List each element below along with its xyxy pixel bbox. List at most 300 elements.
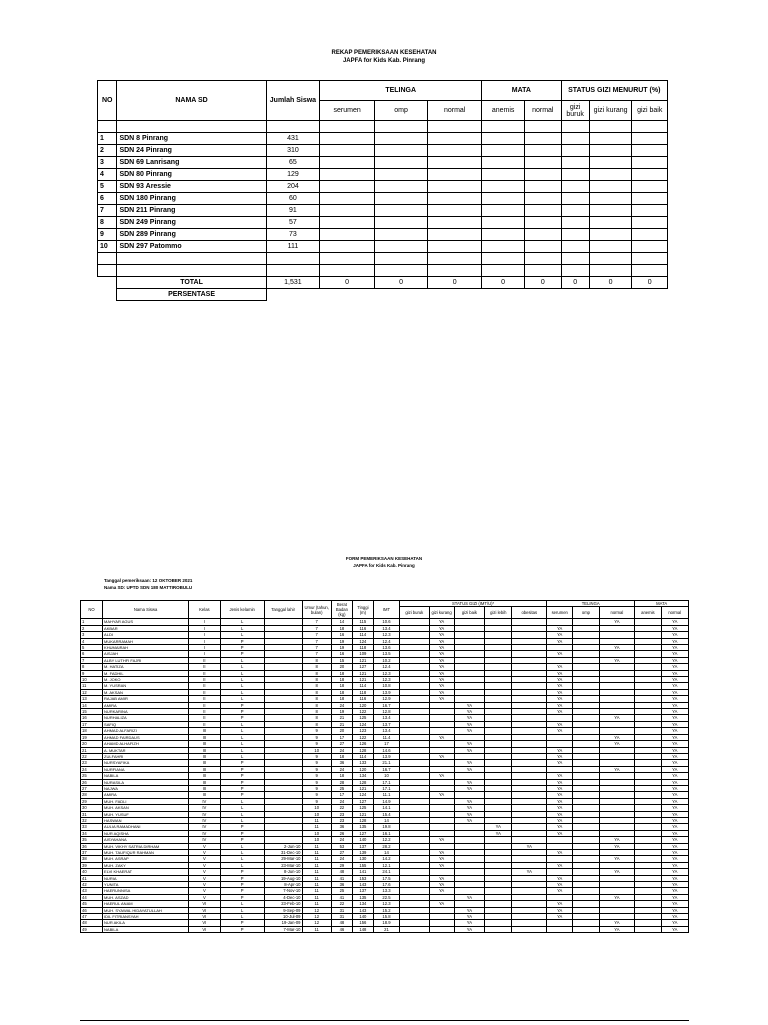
cell-gizi-kurang: YA xyxy=(429,837,454,843)
cell-tgl: 10-Jul-09 xyxy=(264,914,302,920)
cell-gizi-baik: YA xyxy=(454,785,484,791)
cell-mata-normal: YA xyxy=(661,907,689,913)
cell-imt: 18.9 xyxy=(373,920,399,926)
row-empty-cell xyxy=(589,145,632,157)
cell-tb: 125 xyxy=(352,715,373,721)
cell-serumen: YA xyxy=(547,651,573,657)
cell-serumen: YA xyxy=(547,792,573,798)
cell-gizi-baik: YA xyxy=(454,709,484,715)
cell-no: 19 xyxy=(81,734,103,740)
row-jumlah: 65 xyxy=(266,157,320,169)
cell-gizi-buruk xyxy=(400,926,429,932)
cell-mata-normal: YA xyxy=(661,894,689,900)
cell-imt: 13.9 xyxy=(373,753,399,759)
row-no: 10 xyxy=(98,241,117,253)
cell-no: 44 xyxy=(81,894,103,900)
cell-kelas: III xyxy=(189,741,220,747)
cell-imt: 12.4 xyxy=(373,664,399,670)
row-empty-cell xyxy=(375,193,428,205)
cell-bb: 25 xyxy=(331,888,352,894)
cell-no: 18 xyxy=(81,728,103,734)
cell-tb: 141 xyxy=(352,869,373,875)
cell-kelas: V xyxy=(189,882,220,888)
row-empty-cell xyxy=(482,229,525,241)
cell-tb: 109 xyxy=(352,651,373,657)
cell-imt: 12.3 xyxy=(373,632,399,638)
total-value: 0 xyxy=(482,277,525,289)
cell-no: 34 xyxy=(81,830,103,836)
cell-jk: L xyxy=(220,696,264,702)
cell-nama: M. JOKO xyxy=(103,677,189,683)
total-value: 0 xyxy=(320,277,375,289)
cell-mata-normal: YA xyxy=(661,888,689,894)
cell-nama: AISYAHANA xyxy=(103,837,189,843)
cell-mata-normal: YA xyxy=(661,645,689,651)
row-empty-cell xyxy=(482,133,525,145)
cell-jk: L xyxy=(220,734,264,740)
cell-bb: 20 xyxy=(331,728,352,734)
cell-tb: 156 xyxy=(352,920,373,926)
cell-gizi-kurang: YA xyxy=(429,696,454,702)
cell-umur: 11 xyxy=(302,862,331,868)
cell-umur: 11 xyxy=(302,817,331,823)
form-subtitle: JAPFA for Kids Kab. Pinrang xyxy=(353,563,415,568)
persentase-row xyxy=(98,289,668,301)
row-empty-cell xyxy=(525,205,562,217)
header-gizi-buruk: gizi buruk xyxy=(561,101,589,121)
cell-jk: L xyxy=(220,901,264,907)
row-nama-sd: SDN 69 Lanrisang xyxy=(117,157,266,169)
cell-normal: YA xyxy=(599,894,635,900)
row-no: 7 xyxy=(98,205,117,217)
row-empty-cell xyxy=(632,133,668,145)
row-empty-cell xyxy=(525,169,562,181)
cell-mata-normal: YA xyxy=(661,792,689,798)
row-empty-cell xyxy=(320,229,375,241)
cell-imt: 17.6 xyxy=(373,882,399,888)
cell-jk: P xyxy=(220,920,264,926)
cell-jk: P xyxy=(220,830,264,836)
cell-imt: 16.7 xyxy=(373,702,399,708)
cell-imt: 10.2 xyxy=(373,657,399,663)
row-empty-cell xyxy=(482,145,525,157)
cell-gizi-kurang: YA xyxy=(429,683,454,689)
cell-imt: 14 xyxy=(373,817,399,823)
cell-kelas: III xyxy=(189,773,220,779)
cell-nama: HAERUNNISA xyxy=(103,888,189,894)
cell-nama: ZULFAHRI xyxy=(103,753,189,759)
cell-jk: P xyxy=(220,824,264,830)
cell-tb: 118 xyxy=(352,689,373,695)
cell-nama: NURIA xyxy=(103,875,189,881)
cell-nama: AKBAR xyxy=(103,625,189,631)
cell-bb: 41 xyxy=(331,875,352,881)
cell-tb: 143 xyxy=(352,882,373,888)
row-empty-cell xyxy=(320,169,375,181)
cell-nama: MUH. SYAWAL HIDAYATULLAH xyxy=(103,907,189,913)
cell-mata-normal: YA xyxy=(661,651,689,657)
cell-imt: 15.8 xyxy=(373,914,399,920)
cell-jk: L xyxy=(220,747,264,753)
cell-bb: 21 xyxy=(331,715,352,721)
cell-gizi-baik: YA xyxy=(454,894,484,900)
cell-kelas: II xyxy=(189,709,220,715)
row-empty-cell xyxy=(525,145,562,157)
cell-umur: 11 xyxy=(302,882,331,888)
cell-serumen: YA xyxy=(547,830,573,836)
cell-kelas: IV xyxy=(189,798,220,804)
cell-kelas: II xyxy=(189,664,220,670)
row-empty-cell xyxy=(589,241,632,253)
cell-nama: AHMAD FAIRDAUS xyxy=(103,734,189,740)
cell-tb: 121 xyxy=(352,670,373,676)
cell-imt: 12.3 xyxy=(373,670,399,676)
cell-mata-normal: YA xyxy=(661,785,689,791)
cell-mata-normal: YA xyxy=(661,869,689,875)
cell-mata-normal: YA xyxy=(661,773,689,779)
cell-bb: 23 xyxy=(331,817,352,823)
row-no: 3 xyxy=(98,157,117,169)
cell-bb: 14 xyxy=(331,619,352,625)
cell-serumen: YA xyxy=(547,747,573,753)
cell-gizi-kurang: YA xyxy=(429,645,454,651)
cell-nama: M. HATIZA xyxy=(103,664,189,670)
cell-kelas: I xyxy=(189,619,220,625)
cell-nama: ELVI KHAERAT xyxy=(103,869,189,875)
cell-tb: 124 xyxy=(352,792,373,798)
cell-jk: L xyxy=(220,741,264,747)
cell-kelas: VI xyxy=(189,901,220,907)
cell-bb: 53 xyxy=(331,843,352,849)
cell-umur: 7 xyxy=(302,625,331,631)
cell-kelas: I xyxy=(189,651,220,657)
cell-tb: 121 xyxy=(352,811,373,817)
cell-no: 36 xyxy=(81,843,103,849)
row-empty-cell xyxy=(428,157,482,169)
header-no: NO xyxy=(98,81,117,121)
cell-normal: YA xyxy=(599,657,635,663)
cell-tgl: 9-Sep-09 xyxy=(264,907,302,913)
cell-imt: 16.7 xyxy=(373,766,399,772)
cell-mata-normal: YA xyxy=(661,901,689,907)
cell-mata-normal: YA xyxy=(661,875,689,881)
cell-tgl: 8-Jun-10 xyxy=(264,869,302,875)
cell-nama: AMIRA xyxy=(103,792,189,798)
row-empty-cell xyxy=(632,241,668,253)
cell-imt: 21.1 xyxy=(373,760,399,766)
cell-jk: L xyxy=(220,798,264,804)
cell-imt: 10 xyxy=(373,773,399,779)
cell-imt: 21 xyxy=(373,926,399,932)
cell-jk: P xyxy=(220,926,264,932)
cell-gizi-baik: YA xyxy=(454,907,484,913)
cell-no: 49 xyxy=(81,926,103,932)
cell-mata-normal: YA xyxy=(661,798,689,804)
cell-bb: 24 xyxy=(331,837,352,843)
cell-gizi-kurang: YA xyxy=(429,632,454,638)
cell-umur: 8 xyxy=(302,715,331,721)
row-empty-cell xyxy=(428,193,482,205)
cell-no: 12 xyxy=(81,689,103,695)
row-empty-cell xyxy=(428,217,482,229)
cell-kelas: IV xyxy=(189,805,220,811)
row-empty-cell xyxy=(589,133,632,145)
cell-jk: P xyxy=(220,888,264,894)
cell-bb: 18 xyxy=(331,753,352,759)
cell-gizi-baik: YA xyxy=(454,811,484,817)
row-empty-cell xyxy=(320,145,375,157)
row-jumlah: 111 xyxy=(266,241,320,253)
cell-imt: 13.5 xyxy=(373,651,399,657)
row-empty-cell xyxy=(525,229,562,241)
row-empty-cell xyxy=(561,133,589,145)
form-table xyxy=(80,600,689,933)
cell-jk: P xyxy=(220,638,264,644)
cell-bb: 24 xyxy=(331,766,352,772)
cell-tgl: 8-Apr-10 xyxy=(264,882,302,888)
cell-tb: 116 xyxy=(352,625,373,631)
cell-tb: 114 xyxy=(352,753,373,759)
cell-obesitas xyxy=(512,926,547,932)
row-nama-sd: SDN 297 Patommo xyxy=(117,241,266,253)
cell-jk: L xyxy=(220,632,264,638)
form-header-bb: Berat Badan (kg) xyxy=(331,601,352,619)
cell-imt: 15.2 xyxy=(373,907,399,913)
cell-nama: NABILA xyxy=(103,773,189,779)
cell-no: 24 xyxy=(81,766,103,772)
table-row xyxy=(98,181,668,193)
cell-serumen: YA xyxy=(547,811,573,817)
cell-no: 30 xyxy=(81,805,103,811)
cell-gizi-kurang: YA xyxy=(429,677,454,683)
cell-normal: YA xyxy=(599,856,635,862)
cell-tgl: 23-Mar-10 xyxy=(264,862,302,868)
cell-serumen: YA xyxy=(547,709,573,715)
form-header-status-gizi: STATUS GIZI (IMT/U)* xyxy=(400,601,547,607)
cell-no: 8 xyxy=(81,664,103,670)
cell-mata-normal: YA xyxy=(661,914,689,920)
cell-tb: 121 xyxy=(352,657,373,663)
cell-gizi-baik: YA xyxy=(454,805,484,811)
cell-imt: 17 xyxy=(373,741,399,747)
cell-kelas: II xyxy=(189,670,220,676)
cell-kelas: III xyxy=(189,753,220,759)
form-header-serumen: serumen xyxy=(547,607,573,619)
cell-jk: L xyxy=(220,753,264,759)
cell-nama: NURHALIZA xyxy=(103,715,189,721)
cell-jk: L xyxy=(220,683,264,689)
row-empty-cell xyxy=(375,241,428,253)
cell-kelas: II xyxy=(189,677,220,683)
cell-normal: YA xyxy=(599,766,635,772)
cell-bb: 17 xyxy=(331,792,352,798)
cell-no: 13 xyxy=(81,696,103,702)
cell-gizi-kurang: YA xyxy=(429,773,454,779)
cell-jk: P xyxy=(220,894,264,900)
cell-no: 48 xyxy=(81,920,103,926)
row-empty-cell xyxy=(525,241,562,253)
cell-nama: MUKARRAMAH xyxy=(103,638,189,644)
cell-tb: 135 xyxy=(352,894,373,900)
cell-no: 16 xyxy=(81,715,103,721)
cell-no: 32 xyxy=(81,817,103,823)
cell-mata-normal: YA xyxy=(661,811,689,817)
cell-bb: 48 xyxy=(331,869,352,875)
cell-mata-normal: YA xyxy=(661,670,689,676)
row-empty-cell xyxy=(561,205,589,217)
form-header-anemis: anemis xyxy=(635,607,661,619)
cell-tb: 134 xyxy=(352,901,373,907)
cell-serumen: YA xyxy=(547,638,573,644)
form-header-tb: Tinggi (m) xyxy=(352,601,373,619)
cell-kelas: V xyxy=(189,875,220,881)
form-header-gizi-buruk: gizi buruk xyxy=(400,607,429,619)
cell-imt: 15.4 xyxy=(373,811,399,817)
cell-bb: 18 xyxy=(331,773,352,779)
cell-kelas: V xyxy=(189,894,220,900)
cell-mata-normal: YA xyxy=(661,926,689,932)
cell-bb: 16 xyxy=(331,632,352,638)
form-title: FORM PEMERIKSAAN KESEHATAN xyxy=(345,556,423,561)
cell-mata-normal: YA xyxy=(661,689,689,695)
cell-mata-normal: YA xyxy=(661,619,689,625)
cell-kelas: I xyxy=(189,638,220,644)
cell-mata-normal: YA xyxy=(661,920,689,926)
cell-gizi-kurang: YA xyxy=(429,734,454,740)
table-row xyxy=(98,205,668,217)
cell-umur: 11 xyxy=(302,926,331,932)
cell-no: 45 xyxy=(81,901,103,907)
cell-no: 46 xyxy=(81,907,103,913)
cell-tb: 148 xyxy=(352,926,373,932)
cell-omp xyxy=(573,926,599,932)
cell-no: 10 xyxy=(81,677,103,683)
row-empty-cell xyxy=(525,217,562,229)
cell-mata-normal: YA xyxy=(661,734,689,740)
cell-umur: 11 xyxy=(302,850,331,856)
cell-gizi-kurang: YA xyxy=(429,850,454,856)
cell-nama: NUR AKILA xyxy=(103,920,189,926)
form-header-mata: MATA xyxy=(635,601,689,607)
cell-serumen: YA xyxy=(547,824,573,830)
table-row xyxy=(98,217,668,229)
row-empty-cell xyxy=(375,205,428,217)
row-no: 2 xyxy=(98,145,117,157)
cell-bb: 24 xyxy=(331,702,352,708)
cell-kelas: V xyxy=(189,888,220,894)
cell-umur: 9 xyxy=(302,741,331,747)
cell-mata-normal: YA xyxy=(661,721,689,727)
cell-umur: 11 xyxy=(302,824,331,830)
cell-umur: 8 xyxy=(302,702,331,708)
cell-mata-normal: YA xyxy=(661,760,689,766)
cell-serumen: YA xyxy=(547,721,573,727)
row-nama-sd: SDN 24 Pinrang xyxy=(117,145,266,157)
cell-nama: AISJAH xyxy=(103,651,189,657)
cell-serumen: YA xyxy=(547,625,573,631)
cell-bb: 24 xyxy=(331,747,352,753)
row-empty-cell xyxy=(428,181,482,193)
cell-bb: 18 xyxy=(331,683,352,689)
cell-normal: YA xyxy=(599,920,635,926)
row-empty-cell xyxy=(482,169,525,181)
cell-tgl: 31-Dec-10 xyxy=(264,850,302,856)
cell-tb: 114 xyxy=(352,632,373,638)
cell-bb: 21 xyxy=(331,721,352,727)
cell-gizi-baik: YA xyxy=(454,721,484,727)
cell-no: 4 xyxy=(81,638,103,644)
cell-mata-normal: YA xyxy=(661,856,689,862)
cell-bb: 22 xyxy=(331,805,352,811)
header-gizi-baik: gizi baik xyxy=(632,101,668,121)
cell-serumen: YA xyxy=(547,901,573,907)
cell-gizi-kurang xyxy=(429,926,454,932)
cell-gizi-kurang: YA xyxy=(429,638,454,644)
row-empty-cell xyxy=(561,229,589,241)
row-empty-cell xyxy=(589,229,632,241)
cell-jk: L xyxy=(220,805,264,811)
row-empty-cell xyxy=(428,241,482,253)
cell-gizi-baik: YA xyxy=(454,914,484,920)
cell-kelas: IV xyxy=(189,811,220,817)
cell-jk: P xyxy=(220,766,264,772)
cell-jk: L xyxy=(220,850,264,856)
cell-nama: M. YUSRAN xyxy=(103,683,189,689)
cell-serumen: YA xyxy=(547,785,573,791)
cell-nama: MUH. FADLI xyxy=(103,798,189,804)
cell-no: 14 xyxy=(81,702,103,708)
cell-mata-normal: YA xyxy=(661,625,689,631)
cell-mata-normal: YA xyxy=(661,824,689,830)
row-empty-cell xyxy=(632,229,668,241)
cell-jk: P xyxy=(220,651,264,657)
header-normal: normal xyxy=(428,101,482,121)
cell-serumen xyxy=(547,926,573,932)
cell-tb: 121 xyxy=(352,785,373,791)
form-header-obesitas: obesitas xyxy=(512,607,547,619)
cell-umur: 9 xyxy=(302,766,331,772)
cell-jk: P xyxy=(220,779,264,785)
cell-tgl: 29-Mar-10 xyxy=(264,856,302,862)
cell-tgl: 19-Aug-10 xyxy=(264,875,302,881)
cell-kelas: IV xyxy=(189,830,220,836)
row-empty-cell xyxy=(375,133,428,145)
cell-bb: 15 xyxy=(331,657,352,663)
cell-tb: 140 xyxy=(352,837,373,843)
form-header-omp: omp xyxy=(573,607,599,619)
row-empty-cell xyxy=(561,241,589,253)
header-telinga: TELINGA xyxy=(320,81,482,101)
total-jumlah: 1,531 xyxy=(266,277,320,289)
row-jumlah: 431 xyxy=(266,133,320,145)
cell-imt: 14.2 xyxy=(373,856,399,862)
cell-kelas: II xyxy=(189,657,220,663)
cell-bb: 27 xyxy=(331,850,352,856)
cell-mata-normal: YA xyxy=(661,779,689,785)
cell-umur: 9 xyxy=(302,785,331,791)
cell-serumen: YA xyxy=(547,773,573,779)
cell-bb: 18 xyxy=(331,689,352,695)
form-header-mata-normal: normal xyxy=(661,607,689,619)
cell-gizi-lebih xyxy=(485,926,512,932)
cell-tb: 124 xyxy=(352,638,373,644)
cell-nama: AHAMD ALHAFIZH xyxy=(103,741,189,747)
cell-serumen: YA xyxy=(547,875,573,881)
cell-jk: P xyxy=(220,875,264,881)
row-empty-cell xyxy=(561,181,589,193)
cell-imt: 17.1 xyxy=(373,779,399,785)
cell-umur: 11 xyxy=(302,856,331,862)
